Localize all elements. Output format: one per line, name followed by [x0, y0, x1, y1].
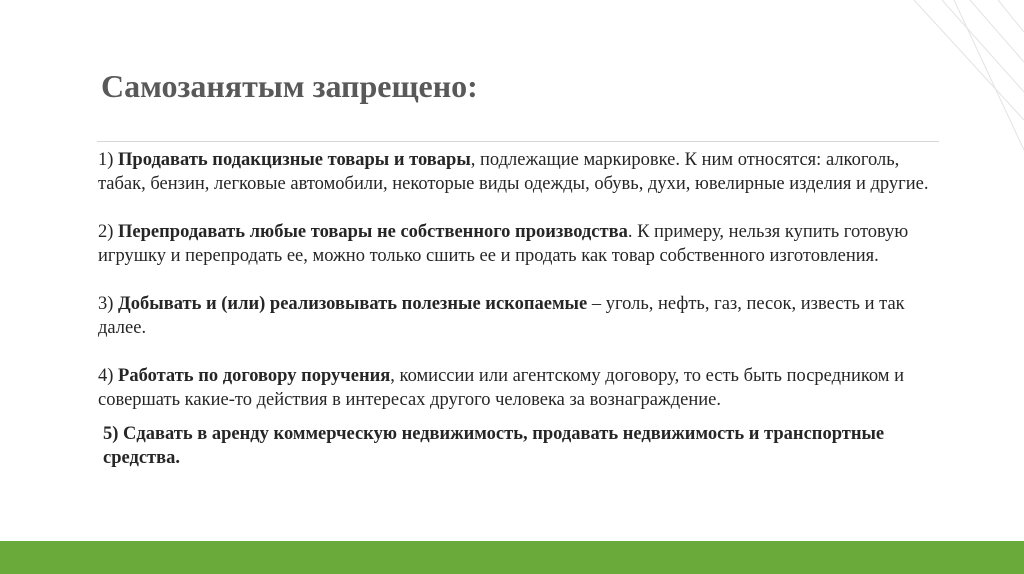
item-bold-text: Добывать и (или) реализовывать полезные ископаемые	[118, 294, 588, 314]
title-divider	[97, 141, 939, 142]
item-text: , подлежащие маркировке. К ним относятся: алкоголь, табак, бензин, легковые автомобили, некоторые виды одежды, обувь, духи, ювелирные изделия и другие.	[98, 150, 929, 194]
item-bold-text: Продавать подакцизные товары и товары	[118, 150, 471, 170]
item-bold-text: Сдавать в аренду коммерческую недвижимость, продавать недвижимость и транспортные средства.	[103, 424, 885, 468]
item-bold-text: Работать по договору поручения	[118, 366, 391, 386]
list-item	[98, 364, 948, 412]
item-bold-text: Перепродавать любые товары не собственного производства	[118, 222, 628, 242]
list-item	[98, 220, 948, 268]
list-item	[98, 148, 948, 196]
footer-accent-bar	[0, 541, 1024, 574]
item-number: 5)	[103, 424, 119, 444]
slide-content	[98, 148, 948, 470]
slide-title: Самозанятым запрещено:	[101, 68, 478, 104]
corner-line-decoration	[894, 0, 1024, 170]
item-text: , комиссии или агентскому договору, то есть быть посредником и совершать какие-то действия в интересах другого человека за вознаграждение.	[98, 366, 905, 410]
item-text: . К примеру, нельзя купить готовую игрушку и перепродать ее, можно только сшить ее и продать как товар собственного изготовления.	[98, 222, 909, 266]
item-number: 3)	[98, 294, 114, 314]
item-text: – уголь, нефть, газ, песок, известь и так далее.	[98, 294, 905, 338]
list-item	[98, 292, 948, 340]
item-number: 4)	[98, 366, 114, 386]
item-number: 1)	[98, 150, 114, 170]
item-number: 2)	[98, 222, 114, 242]
list-item	[98, 422, 948, 470]
